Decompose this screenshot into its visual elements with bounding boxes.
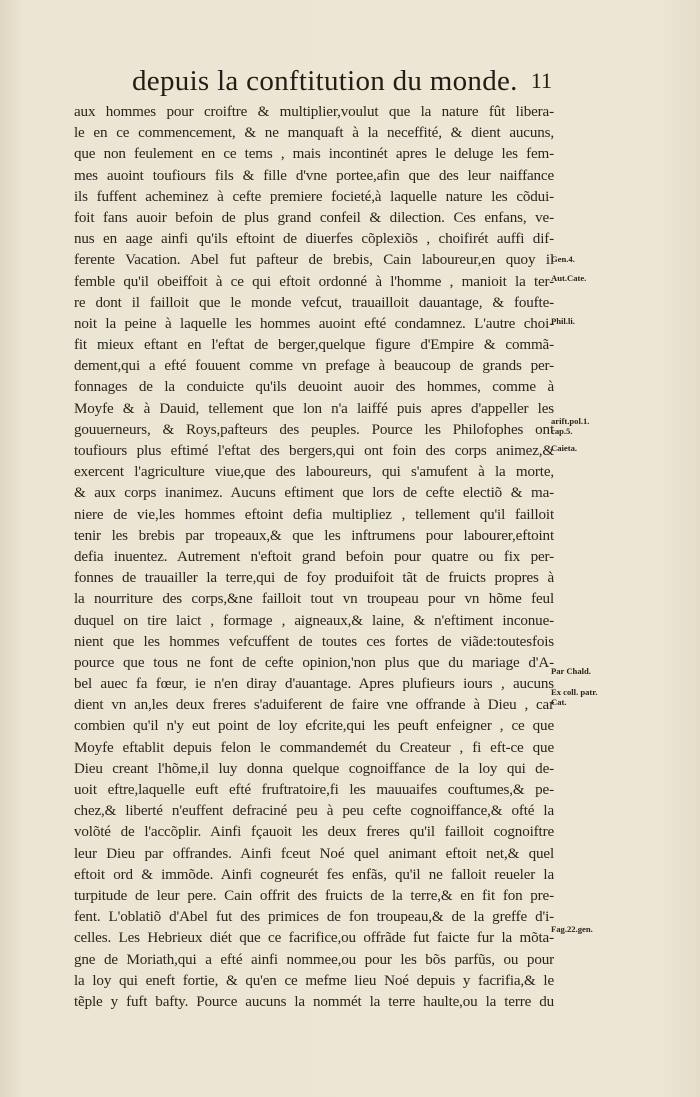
text-line: la loy qui eneft fortie, & qu'en ce mefme lieu Noé depuis y facrifia,& le <box>74 972 554 989</box>
margin-note <box>551 687 597 707</box>
text-line: tenir les brebis par tropeaux,& que les inftrumens pour labourer,eftoint <box>74 527 554 544</box>
text-line: eftoit ord & immõde. Ainfi cogneurét fes enfãs, qu'il ne falloit reueler la <box>74 866 554 883</box>
text-line: noit la peine à laquelle les hommes auoint efté condamnez. L'autre choi- <box>74 315 554 332</box>
text-line: celles. Les Hebrieux diét que ce facrifice,ou offrãde fut faicte fur la mõta- <box>74 930 554 947</box>
text-line: le en ce commencement, & ne manquaft à la neceffité, & dient aucuns, <box>74 125 554 142</box>
text-line: gne de Moriath,qui a efté ainfi nommee,ou pour les bõs parfũs, ou pour <box>74 951 554 968</box>
page-header <box>132 62 552 102</box>
text-line: bel auec fa fœur, ie n'en diray d'auantage. Apres plufieurs iours , aucuns <box>74 676 554 693</box>
text-line: combien qu'il n'y eut point de loy efcrite,qui les peuft enfeigner , ce que <box>74 718 554 735</box>
margin-note <box>551 443 577 453</box>
margin-note-line: arift.pol.1. <box>551 415 590 426</box>
text-line: re dont il failloit que le monde vefcut, trauailloit dauantage, & foufte- <box>74 294 554 311</box>
text-line: ferente Vacation. Abel fut pafteur de brebis, Cain laboureur,en quoy il <box>74 252 554 269</box>
margin-note-line: Ex coll. patr. <box>551 686 598 697</box>
text-line: femble qu'il obeiffoit à ce qui eftoit ordonné à l'homme , manioit la ter- <box>74 273 554 290</box>
text-line: tẽple y fuft bafty. Pource aucuns la nommét la terre haulte,ou la terre du <box>74 993 554 1010</box>
margin-note <box>551 254 575 264</box>
text-line: volõté de l'accõplir. Ainfi fçauoit les deux freres qu'il failloit cognoiftre <box>74 824 554 841</box>
text-line: nient que les hommes vefcuffent de toutes ces fortes de viãde:toutesfois <box>74 633 554 650</box>
text-line: la nourriture des corps,&ne failloit tout vn troupeau pour vn hõme feul <box>74 591 554 608</box>
margin-note <box>551 666 591 676</box>
text-line: fent. L'oblatiõ d'Abel fut des primices de fon troupeau,& de la greffe d'i- <box>74 909 554 926</box>
margin-note <box>551 273 586 283</box>
text-line: dient vn an,les deux freres s'aduiferent de faire vne offrande à Dieu , car <box>74 697 554 714</box>
margin-note <box>551 924 593 934</box>
text-line: ils fuffent acheminez à cefte premiere focieté,à laquelle nature les cõdui- <box>74 188 554 205</box>
margin-note-line: Cat. <box>551 696 567 707</box>
text-line: dement,qui a efté fouuent comme vn prefage à beaucoup de grands per- <box>74 358 554 375</box>
text-line: gouuerneurs, & Roys,pafteurs des peuples. Pource les Philofophes ont <box>74 421 554 438</box>
text-line: fonnages de la conduicte qu'ils deuoint auoir des hommes, comme à <box>74 379 554 396</box>
text-line: nus en aage ainfi qu'ils eftoint de diuerfes cõplexiõs , choifirét auffi dif- <box>74 231 554 248</box>
text-line: pource que tous ne font de cefte opinion,'non plus que du mariage d'A- <box>74 654 554 671</box>
text-line: niere de vie,les hommes eftoint defia multipliez , tellement qu'il failloit <box>74 506 554 523</box>
text-line: chez,& liberté n'euffent defraciné peu à peu cefte cognoiffance,& ofté la <box>74 803 554 820</box>
margin-note <box>551 416 589 436</box>
text-line: Moyfe eftablit depuis felon le commandemét du Createur , fi eft-ce que <box>74 739 554 756</box>
margin-note-line: Aut.Cate. <box>551 273 587 284</box>
text-line: mes auoint toufiours fils & fille d'vne portee,afin que des leur naiffance <box>74 167 554 184</box>
text-line: Moyfe & à Dauid, tellement que lon n'a laiffé puis apres d'appeller les <box>74 400 554 417</box>
margin-note-line: Gen.4. <box>551 254 575 265</box>
text-line: defia inuentez. Autrement n'eftoit grand befoin pour quatre ou fix per- <box>74 548 554 565</box>
running-head: depuis la conftitution du monde. <box>132 65 518 97</box>
text-line: fit mieux eftant en l'eftat de berger,quelque figure d'Empire & commã- <box>74 337 554 354</box>
text-line: & aux corps inanimez. Aucuns eftiment que lors de cefte electiõ & ma- <box>74 485 554 502</box>
margin-note-line: Phil.li. <box>551 315 575 326</box>
margin-note-line: Caieta. <box>551 443 578 454</box>
text-line: uoit eftre,laquelle euft efté fruftratoire,fi les mauuaifes couftumes,& pe- <box>74 782 554 798</box>
text-line: Dieu creant l'hõme,il luy donna quelque cognoiffance de la loy qui de- <box>74 760 554 777</box>
text-line: turpitude de leur pere. Cain offrit des fruicts de la terre,& en fit fon pre- <box>74 887 554 904</box>
text-line: exercent l'agriculture viue,que des laboureurs, qui s'amufent à la morte, <box>74 464 554 481</box>
margin-note-line: cap.5. <box>551 425 573 436</box>
text-line: foit fans auoir befoin de plus grand confeil & dilection. Ces enfans, ve- <box>74 209 554 226</box>
body-text <box>74 102 554 1013</box>
text-line: fonnes de trauailler la terre,qui de foy produifoit tãt de fruicts propres à <box>74 570 554 587</box>
margin-note <box>551 316 575 326</box>
margin-note-line: Fag.22.gen. <box>551 924 593 935</box>
text-line: aux hommes pour croiftre & multiplier,voulut que la nature fût libera- <box>74 104 554 120</box>
text-line: toufiours plus eftimé l'eftat des bergers,qui ont foin des corps animez,& <box>74 443 554 459</box>
margin-note-line: Par Chald. <box>551 665 591 676</box>
page-number: 11 <box>530 68 552 93</box>
text-line: que non feulement en ce tems , mais incontinét apres le deluge les fem- <box>74 146 554 163</box>
text-line: leur Dieu par offrandes. Ainfi fceut Noé quel animant eftoit net,& quel <box>74 845 554 862</box>
text-line: duquel on tire laict , formage , aigneaux,& laine, & n'eftiment inconue- <box>74 612 554 629</box>
